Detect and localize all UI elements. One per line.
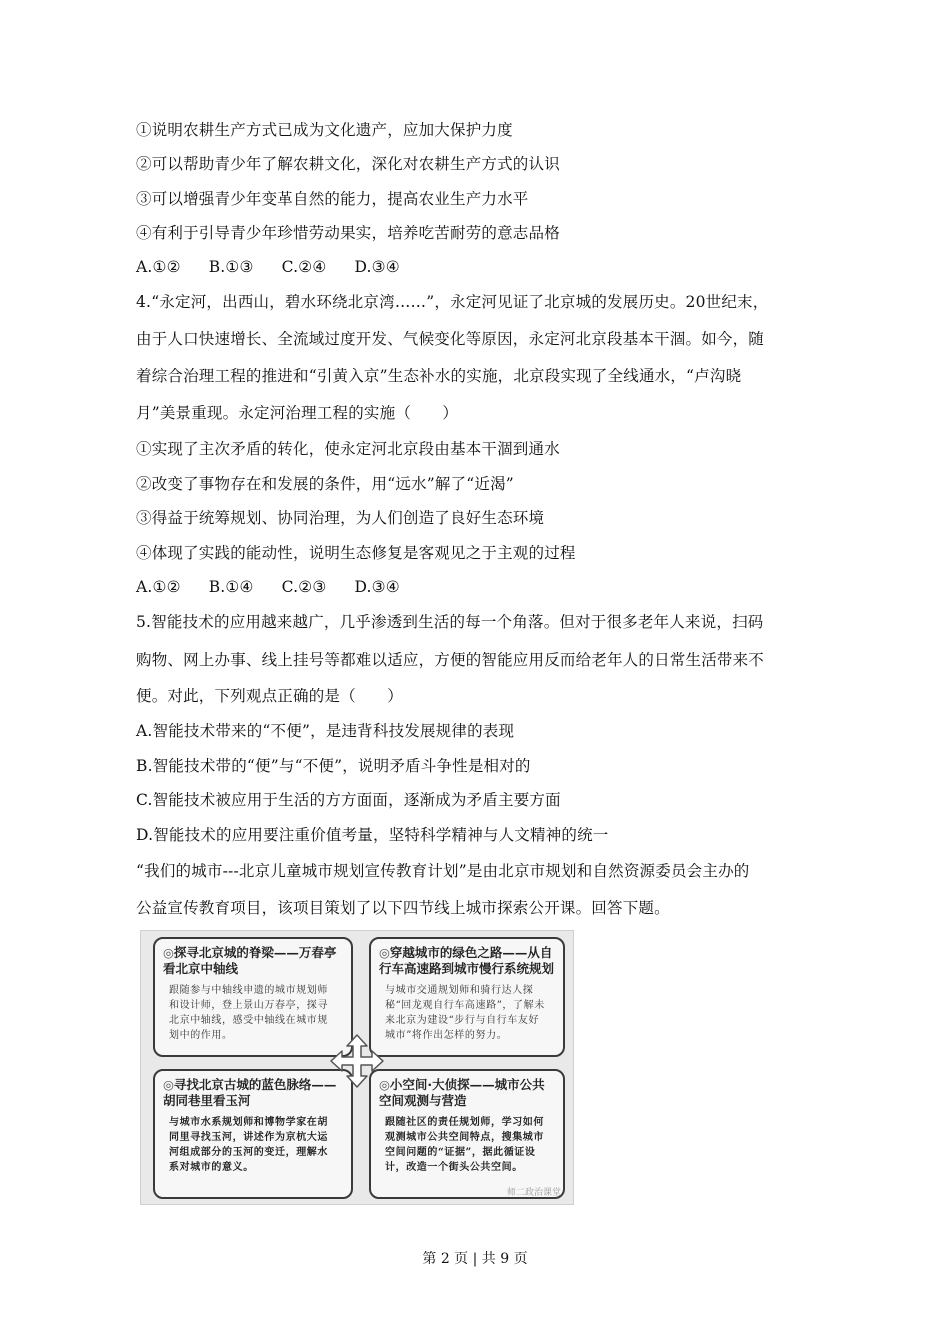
q5-option-d: D.智能技术的应用要注重价值考量，坚特科学精神与人文精神的统一 (136, 826, 609, 844)
course-card-green-road (369, 937, 565, 1057)
q3-option-4: ④有利于引导青少年珍惜劳动果实，培养吃苦耐劳的意志品格 (136, 224, 560, 242)
q3-choice-b: B.①③ (208, 258, 254, 276)
bullet-icon: ◎ (379, 1077, 390, 1092)
course-card-body: 与城市交通规划师和骑行达人探秘“回龙观自行车高速路”，了解未来北京为建设“步行与自行车友好城市”将作出怎样的努力。 (385, 985, 545, 1041)
q4-stem-line-4: 月”美景重现。永定河治理工程的实施（ ） (136, 404, 459, 422)
q4-choice-a: A.①② (136, 578, 181, 596)
city-course-figure (140, 930, 574, 1205)
q5-option-c: C.智能技术被应用于生活的方方面面，逐渐成为矛盾主要方面 (136, 791, 561, 809)
q4-stem-line-1: 4.“永定河，出西山，碧水环绕北京湾……”，永定河见证了北京城的发展历史。20世纪末， (136, 293, 769, 311)
bullet-icon: ◎ (379, 945, 390, 960)
q4-option-2: ②改变了事物存在和发展的条件，用“远水”解了“近渴” (136, 475, 514, 493)
course-card-title: 小空间·大侦探——城市公共空间观测与营造 (379, 1077, 545, 1108)
course-card-body: 与城市水系规划师和博物学家在胡同里寻找玉河，讲述作为京杭大运河组成部分的玉河的变迁，理解水系对城市的意义。 (169, 1117, 328, 1173)
q5-option-a: A.智能技术带来的“不便”，是违背科技发展规律的表现 (136, 722, 515, 740)
q3-choices (136, 257, 428, 277)
q4-option-1: ①实现了主次矛盾的转化，使永定河北京段由基本干涸到通水 (136, 440, 560, 458)
course-card-title: 探寻北京城的脊梁——万春亭看北京中轴线 (163, 945, 337, 976)
course-card-central-axis (153, 937, 353, 1057)
q3-choice-c: C.②④ (281, 258, 327, 276)
q3-option-2: ②可以帮助青少年了解农耕文化，深化对农耕生产方式的认识 (136, 155, 560, 173)
q5-stem-line-1: 5.智能技术的应用越来越广，几乎渗透到生活的每一个角落。但对于很多老年人来说，扫码 (136, 613, 764, 631)
q4-choices (136, 577, 428, 597)
q4-stem-line-3: 着综合治理工程的推进和“引黄入京”生态补水的实施，北京段实现了全线通水，“卢沟晓 (136, 367, 742, 385)
course-card-public-space (369, 1069, 565, 1199)
q3-option-1: ①说明农耕生产方式已成为文化遗产，应加大保护力度 (136, 121, 513, 139)
q3-choice-d: D.③④ (354, 258, 400, 276)
q4-choice-b: B.①④ (208, 578, 254, 596)
intro-line-2: 公益宣传教育项目，该项目策划了以下四节线上城市探索公开课。回答下题。 (136, 899, 670, 917)
intro-line-1: “我们的城市---北京儿童城市规划宣传教育计划”是由北京市规划和自然资源委员会主办的 (136, 862, 750, 880)
course-card-blue-veins (153, 1069, 353, 1199)
bullet-icon: ◎ (163, 1077, 174, 1092)
q5-stem-line-3: 便。对此，下列观点正确的是（ ） (136, 687, 403, 705)
course-card-body: 跟随社区的责任规划师，学习如何观测城市公共空间特点，搜集城市空间问题的“证据”，据此循证设计，改造一个街头公共空间。 (385, 1117, 544, 1173)
q3-choice-a: A.①② (136, 258, 181, 276)
page-footer: 第 2 页 | 共 9 页 (422, 1251, 528, 1267)
watermark: 师二政治课堂 (506, 1188, 561, 1198)
q4-choice-c: C.②③ (281, 578, 327, 596)
q3-option-3: ③可以增强青少年变革自然的能力，提高农业生产力水平 (136, 190, 529, 208)
bullet-icon: ◎ (163, 945, 174, 960)
q4-option-4: ④体现了实践的能动性，说明生态修复是客观见之于主观的过程 (136, 544, 576, 562)
four-way-arrow-icon (329, 1033, 385, 1089)
course-card-body: 跟随参与中轴线申遗的城市规划师和设计师，登上景山万春亭，探寻北京中轴线，感受中轴线在城市规划中的作用。 (169, 985, 328, 1041)
q5-option-b: B.智能技术带的“便”与“不便”，说明矛盾斗争性是相对的 (136, 757, 531, 775)
q4-option-3: ③得益于统筹规划、协同治理，为人们创造了良好生态环境 (136, 509, 545, 527)
course-card-title: 寻找北京古城的蓝色脉络——胡同巷里看玉河 (163, 1077, 337, 1108)
course-card-title: 穿越城市的绿色之路——从自行车高速路到城市慢行系统规划 (379, 945, 555, 976)
q5-stem-line-2: 购物、网上办事、线上挂号等都难以适应，方便的智能应用反而给老年人的日常生活带来不 (136, 651, 765, 669)
q4-stem-line-2: 由于人口快速增长、全流域过度开发、气候变化等原因，永定河北京段基本干涸。如今，随 (136, 330, 765, 348)
q4-choice-d: D.③④ (354, 578, 400, 596)
